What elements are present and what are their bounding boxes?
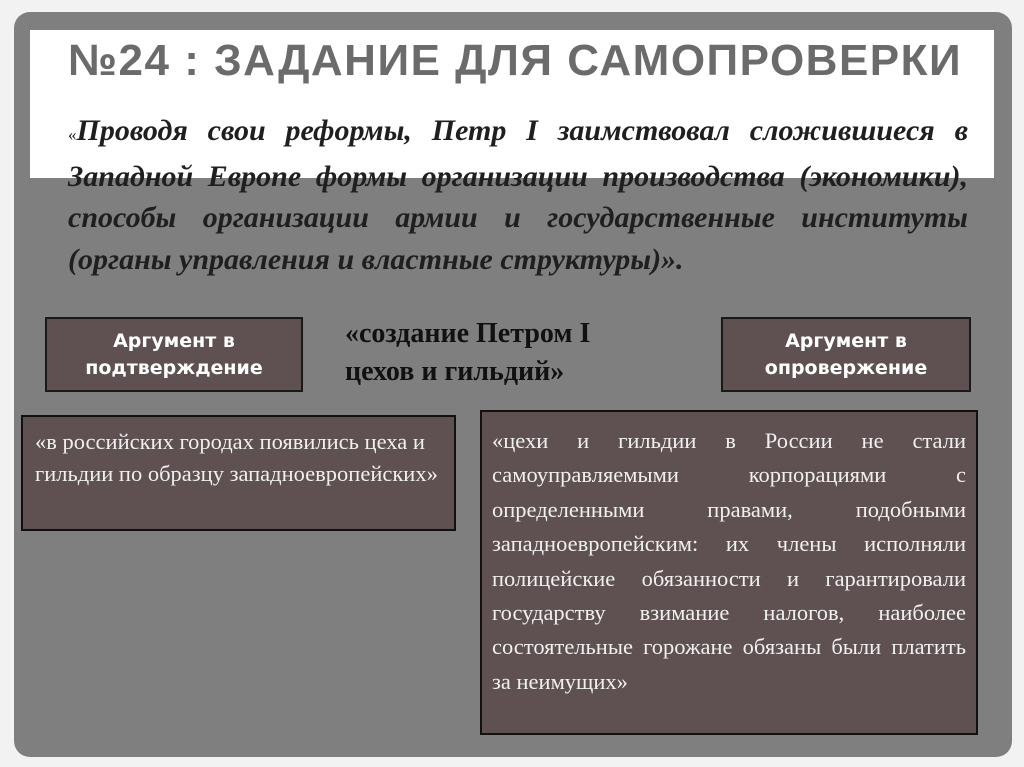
- quote-text: Проводя свои реформы, Петр I заимствовал сложившиеся в Западной Европе формы организации производства (экономики), способы организации армии и государственные институты (органы управления и властные структуры)».: [68, 114, 968, 276]
- argument-against-label: [721, 317, 971, 392]
- task-quote: [68, 110, 968, 280]
- argument-against-label-text: Аргумент в опровержение: [764, 329, 928, 379]
- center-argument: «создание Петром I цехов и гильдий»: [345, 318, 591, 387]
- quote-open-mark: «: [68, 125, 77, 144]
- argument-for-box: «в российских городах появились цеха и гильдии по образцу западноевропейских»: [21, 415, 456, 531]
- argument-against-box: «цехи и гильдии в России не стали самоуправляемыми корпорациями с определенными правами, подобными западноевропейским: их члены исполняли полицейские обязанности и гарантировали государству взимание налогов, наиболее состоятельные горожане обязаны были платить за неимущих»: [480, 410, 978, 735]
- argument-for-label: [45, 317, 303, 392]
- slide-title: №24 : ЗАДАНИЕ ДЛЯ САМОПРОВЕРКИ: [68, 36, 963, 85]
- argument-for-label-text: Аргумент в подтверждение: [85, 329, 263, 379]
